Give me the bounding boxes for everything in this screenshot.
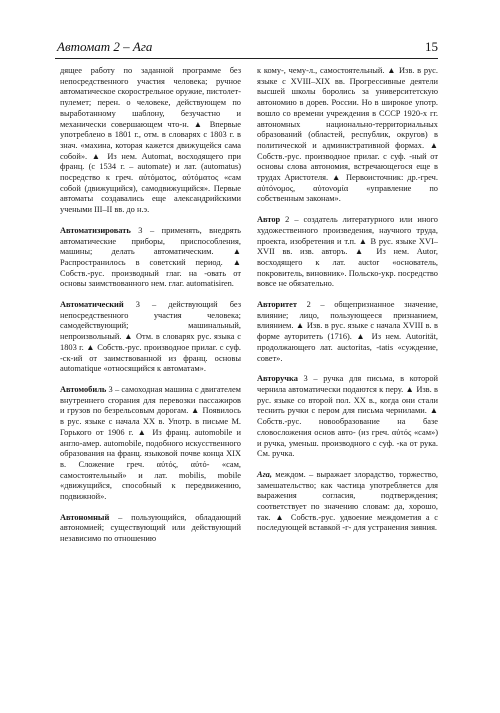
dictionary-entry-continuation [60, 66, 241, 216]
entry-text: – пользующийся, обладающий автономией; существующий или действующий независимо по отношению [60, 512, 241, 544]
entry-headword: Автомобиль [60, 384, 107, 394]
entry-text: дящее работу по заданной программе без непосредственного участия человека; ручное автоматическое скорострельное оружие, пистолет-пулемет; перен. о человеке, действующем по выработанному шаблону, безучастно и механически совершающем что-н. ▲ Впервые употреблено в 1801 г., отм. в словарях с 1803 г. в знач. «махина, которая кажется движущейся сама собой». ▲ Из нем. Automat, восходящего при франц. (с 1534 г. – automate) и лат. (automatus) посредство к греч. αὐτόματος, αὐτόματος «сам собой (движущийся), самодвижущийся». Первые автоматы создавались еще александрийскими учеными III–II вв. до н.э. [60, 66, 241, 215]
entry-text: 3 – применять, внедрять автоматические приборы, приспособления, машины; делать автоматическим. ▲ Распространилось в советский период. ▲ Собств.-рус. производный глаг. на -овать от основы заимствованного нем. глаг. automatisiren. [60, 225, 241, 289]
entry-text: к кому-, чему-л., самостоятельный. ▲ Изв. в рус. языке с XVIII–XIX вв. Прогрессивные деятели высшей школы боролись за университетскую автономию в дорев. России. Но в широкое употр. вошло со времени учреждения в СССР 1920-х гг. автономных национально-территориальных образований (областей, республик, округов) в политической и административной формах. ▲ Собств.-рус. производное прилаг. с суф. -ный от основы слова автономия, встречающегося еще в трудах Аристотеля. ▲ Первоисточник: др.-греч. αὐτόνομος, αὐτονομία «управление по собственным законам». [257, 66, 438, 204]
entry-text: 3 – действующий без непосредственного участия человека; самодействующий; машинальный, непроизвольный. ▲ Отм. в словарях рус. языка с 1803 г. ▲ Собств.-рус. производное прилаг. с суф. -ск-ий от заимствованной из франц. основы automatique «относящийся к автоматам». [60, 300, 241, 374]
entry-headword: Автоматизировать [60, 225, 131, 235]
dictionary-entry [60, 226, 241, 290]
right-column [257, 66, 438, 544]
dictionary-entry [257, 215, 438, 290]
dictionary-entry [60, 300, 241, 375]
entry-text: 2 – создатель литературного или иного художественного произведения, научного труда, проекта, изобретения и т.п. ▲ В рус. языке XVI–XVII вв. изв. авторъ. ▲ Из нем. Autor, восходящего к лат. auctor «основатель, покровитель, виновник». Польско-укр. посредство вовсе не обязательно. [257, 215, 438, 289]
running-head-title: Автомат 2 – Ага [57, 39, 153, 54]
dictionary-entry [257, 374, 438, 460]
entry-headword: Авторучка [257, 374, 298, 384]
entry-headword: Автономный [60, 512, 110, 522]
entry-text: 3 – самоходная машина с двигателем внутреннего сгорания для перевозки пассажиров и грузов по безрельсовым дорогам. ▲ Появилось в рус. языке с начала XX в. Употр. в письме М. Горького от 1906 г. ▲ Из франц. automobile и англо-амер. automobile, подобного искусственного образования на франц. языковой почве конца XIX в. Сложение греч. αὐτός, αὐτό- «сам, самостоятельный» и лат. mobilis, mobile «движущийся, способный к передвижению, подвижной». [60, 384, 241, 502]
left-column [60, 66, 241, 555]
dictionary-entry-continuation [257, 66, 438, 205]
page-number: 15 [425, 39, 438, 54]
entry-text: 2 – общепризнанное значение, влияние; лицо, пользующееся признанием, влиянием. ▲ Изв. в рус. языке с начала XVIII в. в форме ауторитеть (1716). ▲ Из нем. Autorität, продолжающего лат. auctoritas, -tatis «суждение, совет». [257, 300, 438, 363]
header-rule [55, 58, 438, 59]
dictionary-entry [257, 470, 438, 534]
entry-headword: Автоматический [60, 300, 124, 310]
entry-headword: Авторитет [257, 300, 297, 310]
entry-headword: Автор [257, 215, 281, 225]
running-header [55, 37, 438, 59]
dictionary-entry [60, 385, 241, 503]
entry-text: 3 – ручка для письма, в которой чернила автоматически подаются к перу. ▲ Изв. в рус. языке со второй пол. XX в., когда они стали теснить ручки с пером для письма чернилами. ▲ Собств.-рус. новообразование на базе словосложения основ авто- (из греч. αὐτός «сам») и ручка, уменьш. производного с суф. -ка от рука. См. ручка. [257, 374, 438, 459]
entry-headword: Ага, [257, 469, 272, 479]
entry-text: междом. – выражает злорадство, торжество, замешательство; как частица употребляется для выражения согласия, подтверждения; соответствует по значению словам: да, хорошо, так. ▲ Собств.-рус. удвоение междометия а с последующей вставкой -г- для устранения зияния. [257, 469, 438, 533]
dictionary-entry [257, 300, 438, 364]
dictionary-entry [60, 513, 241, 545]
